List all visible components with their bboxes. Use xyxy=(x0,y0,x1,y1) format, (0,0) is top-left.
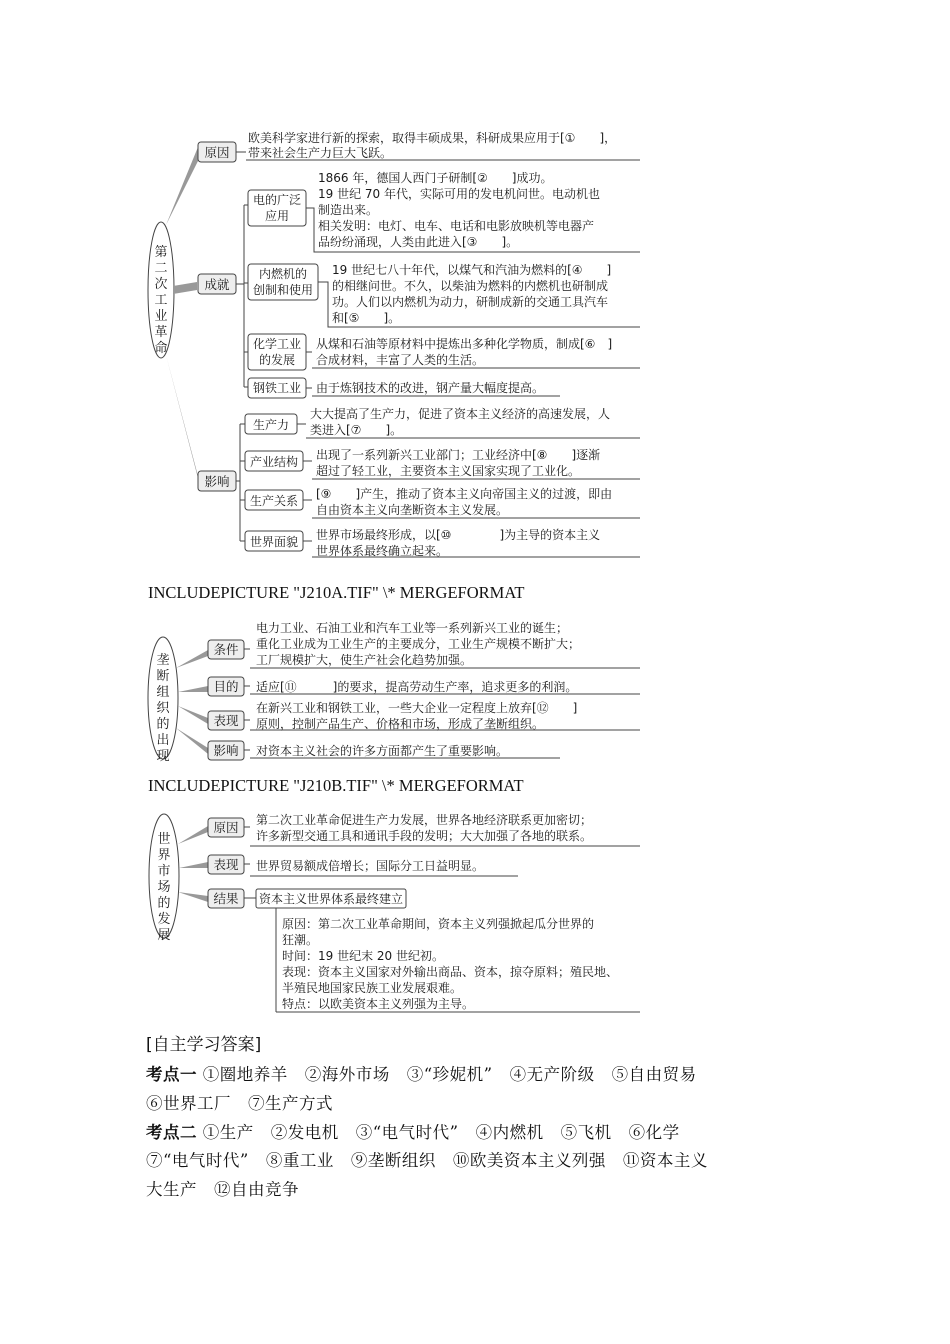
answers-k1-line1 xyxy=(146,1061,697,1085)
world-result-text-5: 半殖民地国家民族工业发展艰难。 xyxy=(282,981,463,995)
world-show-text: 世界贸易额成倍增长；国际分工日益明显。 xyxy=(256,859,485,873)
world-show-label: 表现 xyxy=(213,857,239,872)
industry-label: 产业结构 xyxy=(249,455,299,469)
center-char: 垄 xyxy=(156,653,170,668)
relation-text-2: 自由资本主义向垄断资本主义发展。 xyxy=(316,503,509,517)
center-char: 世 xyxy=(157,832,171,847)
center-char: 的 xyxy=(157,896,171,911)
engine-text-4: 和[⑤ ]。 xyxy=(332,311,401,325)
chem-text-2: 合成材料，丰富了人类的生活。 xyxy=(316,353,485,367)
goal-label: 目的 xyxy=(213,679,239,694)
world-result-text-6: 特点：以欧美资本主义列强为主导。 xyxy=(282,997,475,1011)
answers-k2-line1 xyxy=(146,1119,680,1143)
center-char: 展 xyxy=(157,928,171,943)
include-picture-a: INCLUDEPICTURE "J210A.TIF" \* MERGEFORMAT xyxy=(148,583,525,602)
electric-label-2: 应用 xyxy=(264,209,290,223)
electric-text-5: 品纷纷涌现，人类由此进入[③ ]。 xyxy=(318,235,519,249)
k2-items-2: ⑦“电气时代” ⑧重工业 ⑨垄断组织 ⑩欧美资本主义列强 ⑪资本主义 xyxy=(146,1151,708,1170)
center-char: 革 xyxy=(154,325,168,340)
show-text-1: 在新兴工业和钢铁工业，一些大企业一定程度上放弃[⑫ ] xyxy=(256,701,578,715)
world-result-label: 结果 xyxy=(213,891,239,906)
cond-text-3: 工厂规模扩大，使生产社会化趋势加强。 xyxy=(256,653,473,667)
show-label: 表现 xyxy=(213,713,239,728)
goal-text: 适应[⑪ ]的要求，提高劳动生产率，追求更多的利润。 xyxy=(256,680,578,694)
engine-text-3: 功。人们以内燃机为动力，研制成新的交通工具汽车 xyxy=(332,295,609,309)
electric-text-3: 制造出来。 xyxy=(318,203,379,217)
world-cause-label: 原因 xyxy=(213,820,239,835)
engine-label-1: 内燃机的 xyxy=(258,267,308,281)
center-char: 第 xyxy=(154,245,168,260)
center-char: 界 xyxy=(157,848,171,863)
k2-items-1: ①生产 ②发电机 ③“电气时代” ④内燃机 ⑤飞机 ⑥化学 xyxy=(202,1123,680,1142)
k2-items-3: 大生产 ⑫自由竞争 xyxy=(146,1180,299,1199)
include-picture-b: INCLUDEPICTURE "J210B.TIF" \* MERGEFORMAT xyxy=(148,776,524,795)
engine-text-2: 的相继问世。不久，以柴油为燃料的内燃机也研制成 xyxy=(332,279,609,293)
world-cause-text-1: 第二次工业革命促进生产力发展，世界各地经济联系更加密切； xyxy=(256,813,593,827)
prod-text-1: 大大提高了生产力，促进了资本主义经济的高速发展，人 xyxy=(310,407,611,421)
industry-text-2: 超过了轻工业，主要资本主义国家实现了工业化。 xyxy=(316,464,581,478)
k2-title: 考点二 xyxy=(146,1123,197,1142)
electric-text-4: 相关发明：电灯、电车、电话和电影放映机等电器产 xyxy=(318,219,595,233)
cond-text-2: 重化工业成为工业生产的主要成分，工业生产规模不断扩大； xyxy=(256,637,581,651)
world-result-text-1: 原因：第二次工业革命期间，资本主义列强掀起瓜分世界的 xyxy=(282,917,595,931)
world-text-1: 世界市场最终形成，以[⑩ ]为主导的资本主义 xyxy=(316,528,601,542)
world-cause-text-2: 许多新型交通工具和通讯手段的发明；大大加强了各地的联系。 xyxy=(256,829,593,843)
center-char: 发 xyxy=(157,912,171,927)
center-char: 出 xyxy=(156,733,170,748)
world-result-text-2: 狂潮。 xyxy=(282,933,319,947)
world-result-head: 资本主义世界体系最终建立 xyxy=(258,892,404,906)
center-char: 市 xyxy=(157,864,171,879)
electric-label-1: 电的广泛 xyxy=(252,193,302,207)
center-char: 次 xyxy=(154,277,168,292)
relation-label: 生产关系 xyxy=(249,494,299,508)
cond-text-1: 电力工业、石油工业和汽车工业等一系列新兴工业的诞生； xyxy=(256,621,569,635)
center-char: 二 xyxy=(154,261,168,276)
world-result-text-3: 时间：19 世纪末 20 世纪初。 xyxy=(282,949,444,963)
branch-cause: 原因 xyxy=(204,145,230,160)
engine-text-1: 19 世纪七八十年代，以煤气和汽油为燃料的[④ ] xyxy=(332,263,612,277)
center-char: 现 xyxy=(156,749,170,764)
world-text-2: 世界体系最终确立起来。 xyxy=(316,544,449,558)
impact-text: 对资本主义社会的许多方面都产生了重要影响。 xyxy=(256,744,509,758)
world-result-text-4: 表现：资本主义国家对外输出商品、资本，掠夺原料；殖民地、 xyxy=(282,965,619,979)
cause-text-2: 带来社会生产力巨大飞跃。 xyxy=(248,146,393,160)
center-char: 断 xyxy=(156,669,170,684)
steel-label: 钢铁工业 xyxy=(252,381,302,395)
relation-text-1: [⑨ ]产生，推动了资本主义向帝国主义的过渡，即由 xyxy=(316,487,613,501)
world-label: 世界面貌 xyxy=(249,535,299,549)
center-char: 场 xyxy=(157,880,171,895)
cond-label: 条件 xyxy=(213,642,239,657)
world-center-label xyxy=(157,831,170,943)
show-text-2: 原则，控制产品生产、价格和市场，形成了垄断组织。 xyxy=(256,717,545,731)
steel-text: 由于炼钢技术的改进，钢产量大幅度提高。 xyxy=(316,381,545,395)
center-char: 工 xyxy=(154,293,168,308)
electric-text-2: 19 世纪 70 年代，实际可用的发电机问世。电动机也 xyxy=(318,187,600,201)
branch-achievement: 成就 xyxy=(204,277,230,292)
prod-label: 生产力 xyxy=(252,418,290,432)
engine-label-2: 创制和使用 xyxy=(252,283,314,297)
chem-text-1: 从煤和石油等原材料中提炼出多种化学物质，制成[⑥ ] xyxy=(316,337,613,351)
branch-impact: 影响 xyxy=(204,474,230,489)
center-char: 命 xyxy=(154,341,168,356)
center-char: 织 xyxy=(156,701,170,716)
k1-items-2: ⑥世界工厂 ⑦生产方式 xyxy=(146,1094,333,1113)
cause-text-1: 欧美科学家进行新的探索，取得丰硕成果，科研成果应用于[① ]， xyxy=(248,131,617,145)
impact-label: 影响 xyxy=(213,743,239,758)
electric-text-1: 1866 年，德国人西门子研制[② ]成功。 xyxy=(318,171,553,185)
center-char: 的 xyxy=(156,717,170,732)
industry-text-1: 出现了一系列新兴工业部门；工业经济中[⑧ ]逐渐 xyxy=(316,448,601,462)
center-char: 业 xyxy=(154,309,168,324)
chem-label-1: 化学工业 xyxy=(252,337,302,351)
center-char: 组 xyxy=(156,685,170,700)
k1-title: 考点一 xyxy=(146,1065,197,1084)
answers-header: [自主学习答案] xyxy=(146,1035,262,1055)
chem-label-2: 的发展 xyxy=(258,353,296,367)
k1-items-1: ①圈地养羊 ②海外市场 ③“珍妮机” ④无产阶级 ⑤自由贸易 xyxy=(202,1065,697,1084)
prod-text-2: 类进入[⑦ ]。 xyxy=(310,423,403,437)
